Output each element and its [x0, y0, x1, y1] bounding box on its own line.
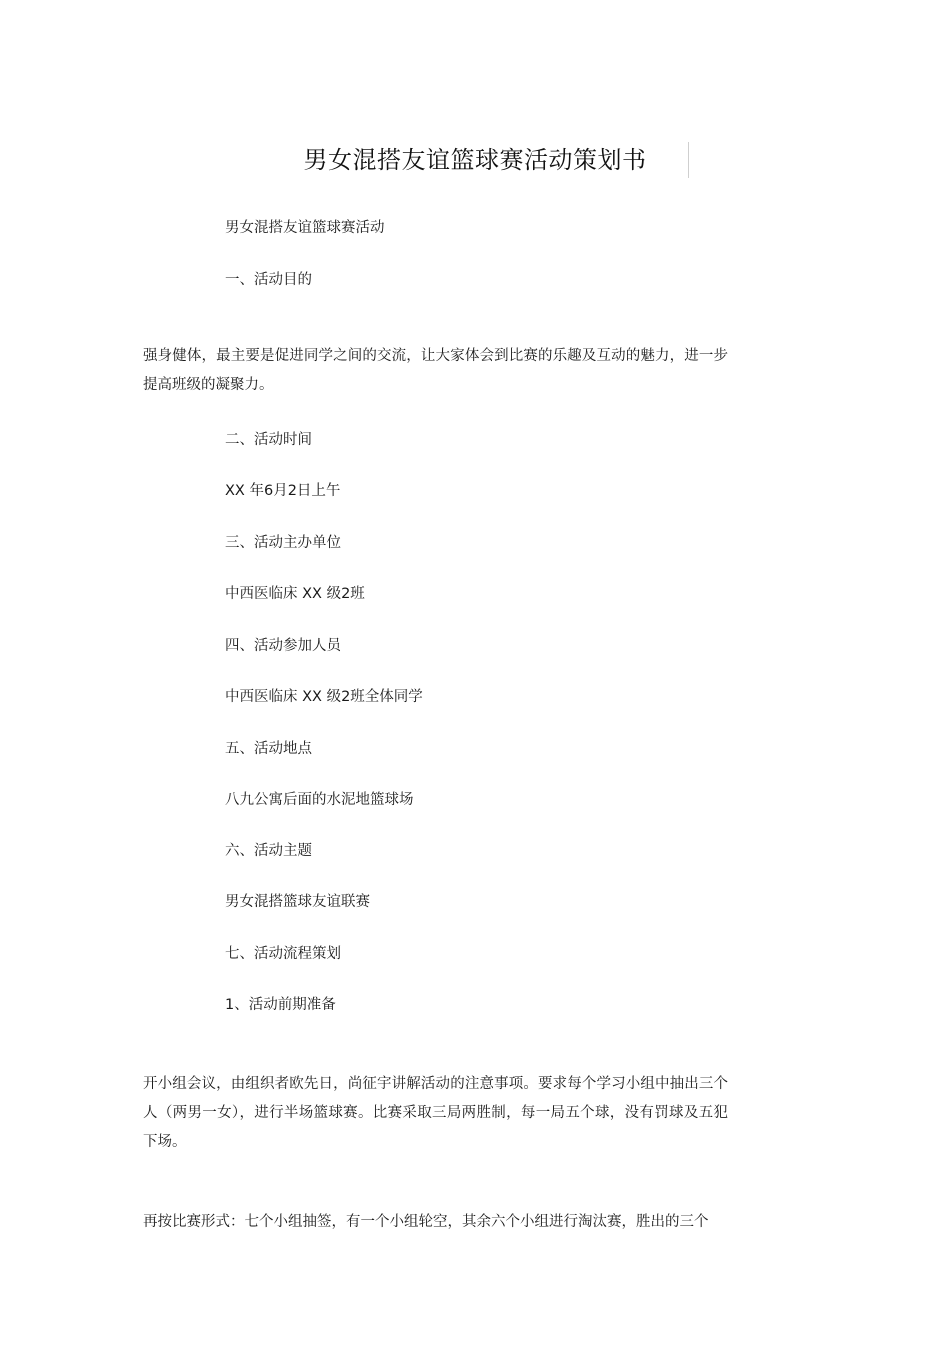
text-time: XX 年6月2日上午 [225, 483, 341, 499]
paragraph-preparation: 开小组会议，由组织者欧先日，尚征宇讲解活动的注意事项。要求每个学习小组中抽出三个人（两男一女），进行半场篮球赛。比赛采取三局两胜制，每一局五个球，没有罚球及五犯下场。 [143, 1076, 728, 1150]
paragraph-competition: 再按比赛形式：七个小组抽签，有一个小组轮空，其余六个小组进行淘汰赛，胜出的三个 [143, 1214, 709, 1230]
section-heading-purpose: 一、活动目的 [225, 272, 312, 288]
paragraph-purpose: 强身健体，最主要是促进同学之间的交流，让大家体会到比赛的乐趣及互动的魅力，进一步提高班级的凝聚力。 [143, 348, 728, 393]
subsection-heading-preparation: 1、活动前期准备 [225, 997, 336, 1013]
section-heading-location: 五、活动地点 [225, 741, 312, 757]
text-location: 八九公寓后面的水泥地篮球场 [225, 792, 414, 808]
section-heading-process: 七、活动流程策划 [225, 946, 341, 962]
section-heading-participants: 四、活动参加人员 [225, 638, 341, 654]
text-theme: 男女混搭篮球友谊联赛 [225, 894, 370, 910]
document-title: 男女混搭友谊篮球赛活动策划书 [303, 146, 647, 174]
section-heading-organizer: 三、活动主办单位 [225, 535, 341, 551]
section-heading-theme: 六、活动主题 [225, 843, 312, 859]
subtitle: 男女混搭友谊篮球赛活动 [225, 220, 385, 236]
text-organizer: 中西医临床 XX 级2班 [225, 586, 365, 602]
title-divider [688, 142, 689, 178]
text-participants: 中西医临床 XX 级2班全体同学 [225, 689, 423, 705]
section-heading-time: 二、活动时间 [225, 432, 312, 448]
